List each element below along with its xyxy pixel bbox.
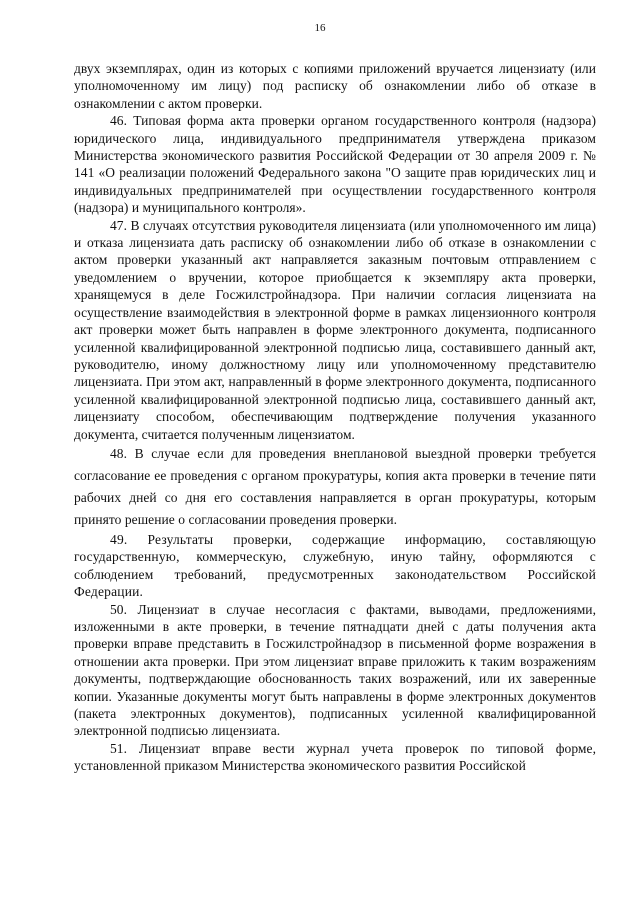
paragraph-47: 47. В случаях отсутствия руководителя лицензиата (или уполномоченного им лица) и отказа лицензиата дать расписку об ознакомлении либо об отказе в ознакомлении с актом проверки указанный акт направляется заказным почтовым отправлением с уведомлением о вручении, которое приобщается к экземпляру акта проверки, хранящемуся в деле Госжилстройнадзора. При наличии согласия лицензиата на осуществление взаимодействия в электронной форме в рамках лицензионного контроля акт проверки может быть направлен в форме электронного документа, подписанного усиленной квалифицированной электронной подписью лица, составившего данный акт, руководителю, иному должностному лицу или уполномоченному представителю лицензиата. При этом акт, направленный в форме электронного документа, подписанного усиленной квалифицированной электронной подписью лица, составившего данный акт, лицензиату способом, обеспечивающим подтверждение получения указанного документа, считается полученным лицензиатом. bbox=[74, 217, 596, 442]
paragraph-continuation: двух экземплярах, один из которых с копиями приложений вручается лицензиату (или уполномоченному им лицу) под расписку об ознакомлении либо об отказе в ознакомлении с актом проверки. bbox=[74, 61, 596, 111]
paragraph-48: 48. В случае если для проведения внеплановой выездной проверки требуется согласование ее проведения с органом прокуратуры, копия акта проверки в течение пяти рабочих дней со дня его составления направляется в орган прокуратуры, которым принято решение о согласовании проведения проверки. bbox=[74, 445, 596, 527]
paragraph-50: 50. Лицензиат в случае несогласия с фактами, выводами, предложениями, изложенными в акте проверки, в течение пятнадцати дней с даты получения акта проверки вправе представить в Госжилстройнадзор в письменной форме возражения в отношении акта проверки. При этом лицензиат вправе приложить к таким возражениям документы, подтверждающие обоснованность таких возражений, или их заверенные копии. Указанные документы могут быть направлены в форме электронных документов (пакета электронных документов), подписанных усиленной квалифицированной электронной подписью лицензиата. bbox=[74, 601, 596, 739]
paragraph-51: 51. Лицензиат вправе вести журнал учета проверок по типовой форме, установленной приказом Министерства экономического развития Российской bbox=[74, 740, 596, 774]
page-number: 16 bbox=[314, 22, 326, 34]
document-body bbox=[74, 60, 596, 775]
paragraph-46: 46. Типовая форма акта проверки органом государственного контроля (надзора) юридического лица, индивидуального предпринимателя утверждена приказом Министерства экономического развития Российской Федерации от 30 апреля 2009 г. № 141 «О реализации положений Федерального закона "О защите прав юридических лиц и индивидуальных предпринимателей при осуществлении государственного контроля (надзора) и муниципального контроля». bbox=[74, 113, 596, 216]
paragraph-49: 49. Результаты проверки, содержащие информацию, составляющую государственную, коммерческую, служебную, иную тайну, оформляются с соблюдением требований, предусмотренных законодательством Российской Федерации. bbox=[74, 531, 596, 600]
